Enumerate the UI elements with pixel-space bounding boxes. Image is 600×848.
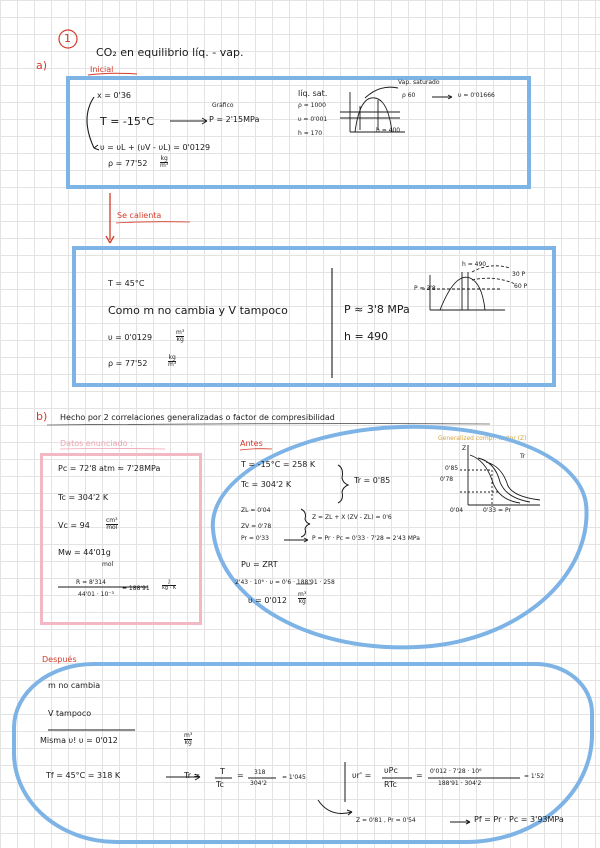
same-volume-unit: $\frac{\text{m³}}{kg}$	[184, 732, 193, 746]
volume-result: υ = 0'012	[248, 596, 287, 605]
temperature-heated: T = 45°C	[108, 279, 145, 288]
pseudo-volume-num: υPc	[384, 766, 398, 775]
inicial-label: Inicial	[90, 65, 114, 74]
after-title: Después	[42, 655, 77, 664]
reduced-temp-num2: 318	[254, 769, 266, 776]
reduced-temp-den2: 304'2	[250, 780, 267, 787]
reduced-temp-den: Tc	[216, 780, 224, 789]
density-heated: ρ = 77'52	[108, 359, 148, 368]
mass-unchanged: m no cambia	[48, 681, 101, 690]
chart-z-axis: Z	[462, 445, 467, 452]
pressure-heated: P ≈ 3'8 MPa	[344, 303, 410, 316]
same-volume: Misma υ! υ = 0'012	[40, 736, 118, 745]
volume-calc: 2'43 · 10⁶ · υ = 0'6 · 188'91 · 258	[235, 579, 335, 586]
antes-critical-temperature: Tc = 304'2 K	[241, 480, 292, 489]
reduced-temp-result: = 1'045	[282, 774, 306, 781]
problem-number: 1	[64, 32, 71, 45]
volume-unchanged: V tampoco	[48, 709, 92, 718]
h-mix: h = 400	[376, 127, 401, 134]
pseudo-volume-num2: 0'012 · 7'28 · 10⁶	[430, 768, 482, 775]
chart-085: 0'85	[445, 465, 459, 472]
specific-volume-heated: υ = 0'0129	[108, 333, 153, 342]
reduced-pressure: Pr = 0'33	[241, 535, 269, 542]
chart-078: 0'78	[440, 476, 454, 483]
gas-constant-unit: $\frac{J}{kg \cdot K}$	[162, 579, 177, 591]
specific-volume-initial: υ = υL + (υV - υL) = 0'0129	[100, 143, 211, 152]
antes-title: Antes	[240, 439, 263, 448]
final-temperature: Tf = 45°C = 318 K	[46, 771, 121, 780]
volume-result-unit: $\frac{\text{m³}}{kg}$	[298, 591, 307, 605]
z-vapor: ZV = 0'78	[241, 523, 272, 530]
pseudo-volume-eq: =	[416, 771, 423, 780]
critical-pressure: Pc = 72'8 atm ≈ 7'28MPa	[58, 464, 161, 473]
liq-sat-label: líq. sat.	[298, 89, 328, 98]
density-initial: ρ = 77'52	[108, 159, 148, 168]
molar-mass: Mw = 44'01g	[58, 548, 111, 557]
diagram-30p-label: 30 P	[512, 271, 526, 278]
diagram-h-label: h = 490	[462, 261, 487, 268]
state-equation: Pυ = ZRT	[241, 560, 278, 569]
generalized-chart-title: Generalized compr. factor (Z)	[438, 435, 527, 442]
vap-rho: ρ 60	[402, 92, 416, 99]
diagram-60p-label: 60 P	[514, 283, 528, 290]
critical-volume-unit: cm³ mol	[106, 517, 118, 531]
pseudo-volume-den2: 188'91 · 304'2	[438, 780, 482, 787]
gas-constant-den: 44'01 · 10⁻³	[78, 591, 114, 598]
part-b-label: b)	[36, 410, 48, 423]
volume-unit: $\frac{\text{m³}}{kg}$	[176, 329, 185, 343]
quality-x: x = 0'36	[97, 91, 131, 100]
z-and-pr-result: Z = 0'81 , Pr = 0'54	[356, 817, 416, 824]
chart-pr-axis: 0'33 = Pr	[483, 507, 511, 514]
gas-constant-result: = 188'91	[122, 585, 150, 592]
critical-temperature: Tc = 304'2 K	[58, 493, 109, 502]
enthalpy-heated: h = 490	[344, 330, 389, 343]
final-pressure: Pf = Pr · Pc = 3'93MPa	[474, 815, 564, 824]
reduced-temp-label: Tr =	[184, 771, 201, 780]
pressure-calc: P = Pr · Pc = 0'33 · 7'28 = 2'43 MPa	[312, 535, 420, 542]
vap-v: υ = 0'01666	[458, 92, 495, 99]
pseudo-volume-result: = 1'52	[524, 773, 545, 780]
mass-volume-note: Como m no cambia y V tampoco	[108, 304, 288, 317]
critical-volume: Vc = 94	[58, 521, 90, 530]
temperature-initial: T = -15°C	[100, 115, 155, 128]
chart-004: 0'04	[450, 507, 464, 514]
density-heated-unit: $\frac{kg}{\text{m³}}$	[168, 354, 177, 368]
z-mixture: Z = ZL + X (ZV - ZL) = 0'6	[312, 514, 392, 521]
pseudo-volume-den: RTc	[384, 780, 397, 789]
diagram-p-label: P = 3'8	[414, 285, 436, 292]
part-a-label: a)	[36, 59, 48, 72]
reduced-temp-eq: =	[237, 771, 244, 780]
heated-label: Se calienta	[117, 211, 162, 220]
chart-tr-label: Tr	[520, 453, 526, 460]
datos-title: Datos enunciado :	[60, 439, 133, 448]
part-b-title: Hecho por 2 correlaciones generalizadas o factor de compresibilidad	[60, 413, 335, 422]
pseudo-volume-label: υr' =	[352, 771, 372, 780]
liq-rho: ρ = 1000	[298, 102, 326, 109]
liq-h: h = 170	[298, 130, 323, 137]
vap-saturado-label: Vap. saturado	[398, 79, 440, 86]
antes-temperature: T = -15°C = 258 K	[241, 460, 316, 469]
graph-label: Gráfico	[212, 102, 234, 109]
molar-mass-unit: mol	[102, 561, 114, 568]
z-liquid: ZL = 0'04	[241, 507, 271, 514]
given-data-box	[40, 453, 202, 625]
problem-title: CO₂ en equilibrio líq. - vap.	[96, 46, 244, 59]
gas-constant-num: R = 8'314	[76, 579, 106, 586]
reduced-temperature: Tr = 0'85	[354, 476, 391, 485]
pressure-initial: P = 2'15MPa	[209, 115, 260, 124]
density-unit: $\frac{kg}{\text{m³}}$	[160, 155, 169, 169]
reduced-temp-num: T	[220, 767, 225, 776]
liq-v: υ = 0'001	[298, 116, 328, 123]
